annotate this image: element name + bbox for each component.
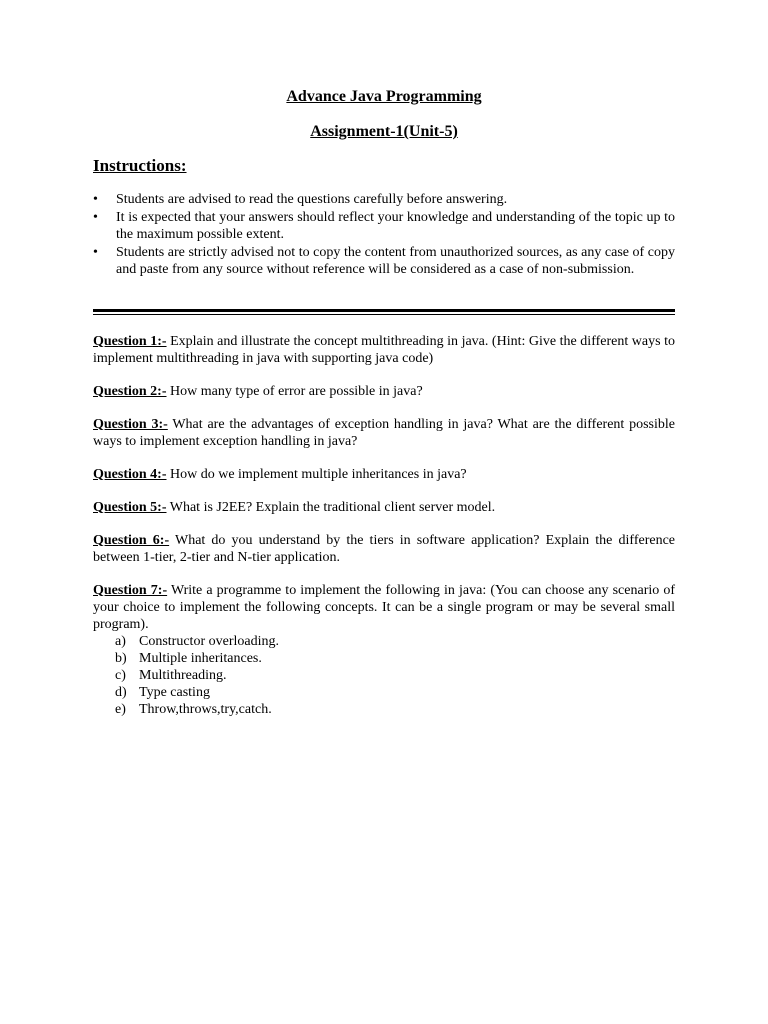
question-text: What are the advantages of exception handling in java? What are the different possible ways to implement exception handling in java? — [93, 417, 675, 449]
list-item — [93, 684, 675, 701]
question-label: Question 5:- — [93, 500, 167, 515]
question-label: Question 4:- — [93, 467, 167, 482]
question-label: Question 6:- — [93, 533, 170, 548]
list-item — [93, 650, 675, 667]
assignment-subtitle: Assignment-1(Unit-5) — [310, 123, 458, 140]
instruction-text: Students are strictly advised not to copy the content from unauthorized sources, as any case of copy and paste from any source without reference will be considered as a case of non-submission. — [116, 245, 675, 277]
question-text: Write a programme to implement the following in java: (You can choose any scenario of your choice to implement the following concepts. It can be a single program or may be several small program). — [93, 583, 676, 632]
question-label: Question 7:- — [93, 583, 168, 598]
question-label: Question 1:- — [93, 334, 167, 349]
instructions-list — [93, 191, 675, 279]
divider-thin — [93, 314, 675, 315]
instructions-heading: Instructions: — [93, 156, 187, 175]
list-item-text: Multithreading. — [139, 668, 227, 683]
questions-section — [93, 333, 675, 718]
question-1 — [93, 333, 675, 367]
question-text: Explain and illustrate the concept multithreading in java. (Hint: Give the different ways to implement multithreading in java with supporting java code) — [93, 334, 675, 366]
question-text: How many type of error are possible in java? — [166, 384, 423, 399]
list-item-text: Multiple inheritances. — [139, 651, 262, 666]
list-marker: d) — [115, 685, 127, 700]
list-marker: e) — [115, 702, 126, 717]
list-marker: c) — [115, 668, 126, 683]
question-3 — [93, 416, 675, 450]
question-7-list — [93, 633, 675, 718]
bullet-icon: • — [93, 210, 98, 225]
list-item — [93, 701, 675, 718]
question-6 — [93, 532, 675, 566]
question-text: How do we implement multiple inheritances in java? — [166, 467, 467, 482]
list-item-text: Constructor overloading. — [139, 634, 279, 649]
list-item — [93, 667, 675, 684]
question-7 — [93, 582, 675, 633]
list-item-text: Throw,throws,try,catch. — [139, 702, 272, 717]
instruction-item — [93, 244, 675, 278]
instruction-text: Students are advised to read the questions carefully before answering. — [116, 192, 508, 207]
list-marker: a) — [115, 634, 126, 649]
document-title: Advance Java Programming — [286, 88, 482, 105]
instruction-item — [93, 191, 675, 208]
question-label: Question 3:- — [93, 417, 168, 432]
question-text: What do you understand by the tiers in software application? Explain the difference between 1-tier, 2-tier and N-tier application. — [93, 533, 675, 565]
bullet-icon: • — [93, 245, 98, 260]
question-text: What is J2EE? Explain the traditional client server model. — [166, 500, 496, 515]
question-5 — [93, 499, 675, 516]
question-label: Question 2:- — [93, 384, 167, 399]
divider-thick — [93, 309, 675, 312]
list-marker: b) — [115, 651, 127, 666]
question-2 — [93, 383, 675, 400]
bullet-icon: • — [93, 192, 98, 207]
instruction-item — [93, 209, 675, 243]
question-4 — [93, 466, 675, 483]
list-item-text: Type casting — [139, 685, 210, 700]
list-item — [93, 633, 675, 650]
instruction-text: It is expected that your answers should reflect your knowledge and understanding of the topic up to the maximum possible extent. — [116, 210, 675, 242]
